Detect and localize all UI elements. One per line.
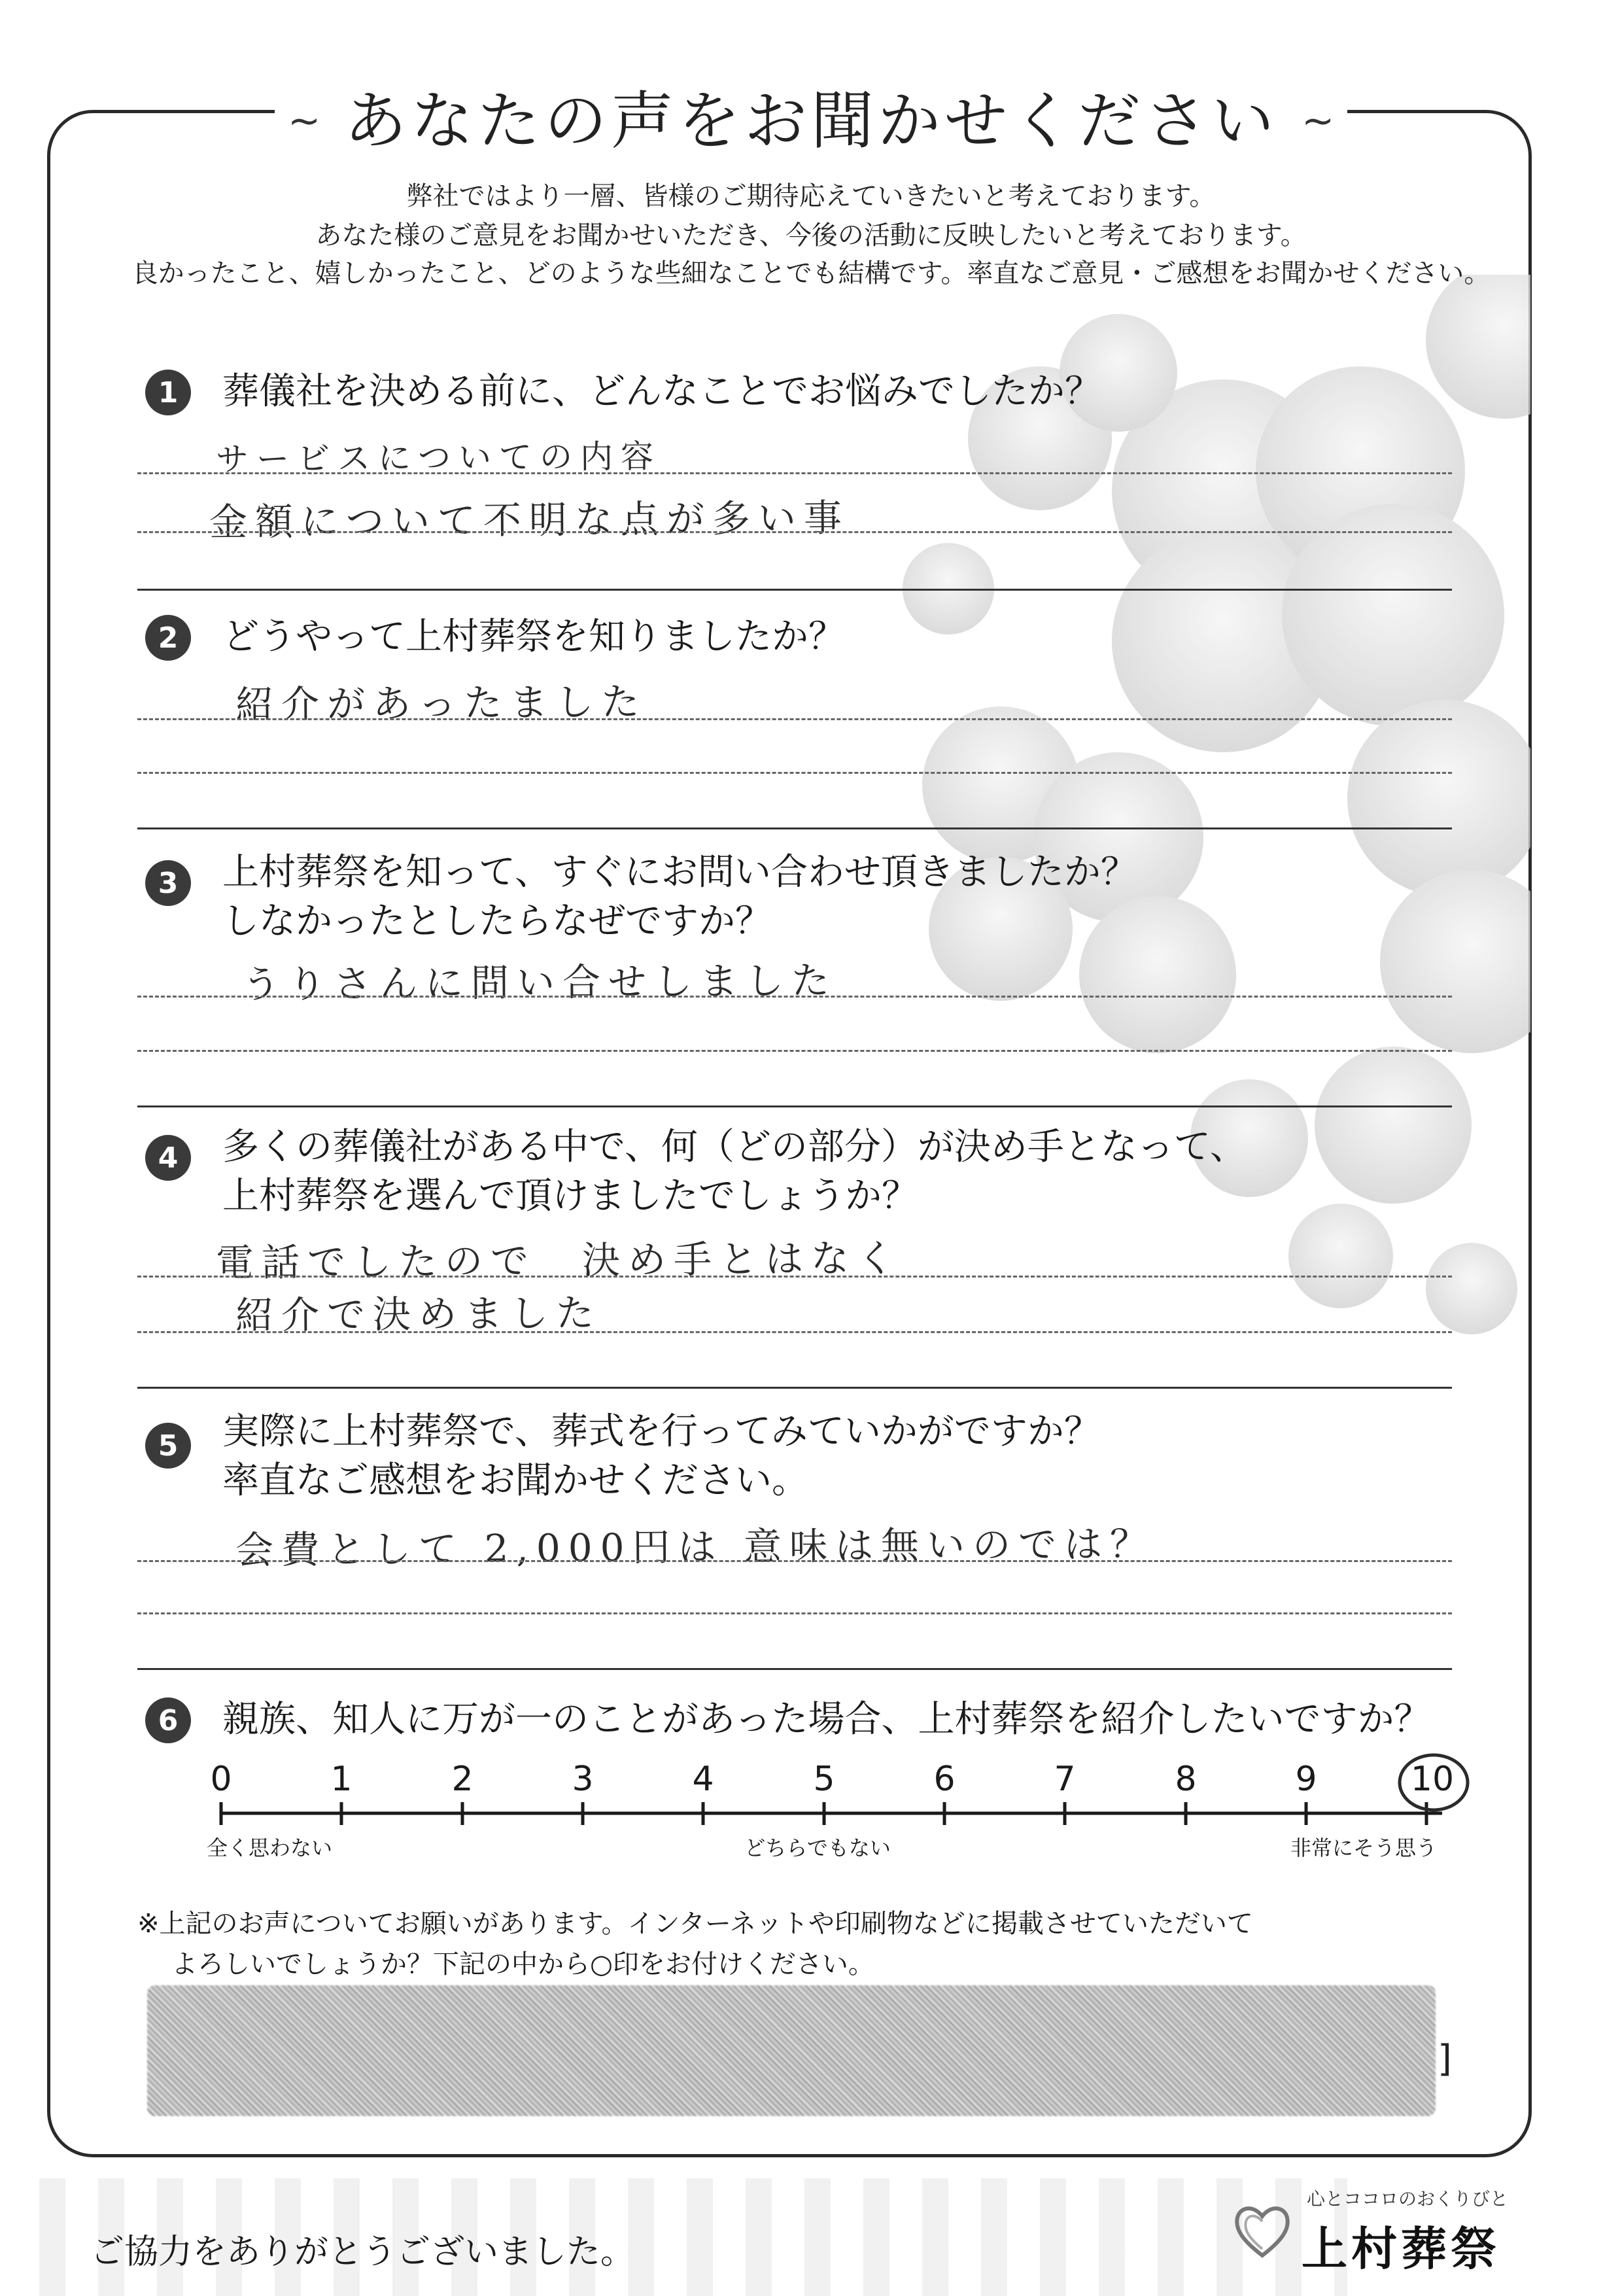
redacted-area xyxy=(147,1985,1436,2116)
scale-value-3: 3 xyxy=(572,1760,594,1799)
question-number-4: 4 xyxy=(145,1135,191,1181)
question-1-text: 葬儀社を決める前に、どんなことでお悩みでしたか？ xyxy=(222,370,1101,413)
question-4-text-line-1: 多くの葬儀社がある中で、何（どの部分）が決め手となって、 xyxy=(222,1126,1247,1168)
scale-value-10: 10 xyxy=(1410,1760,1455,1799)
answer-3-line-1: うりさんに問い合せしました xyxy=(241,958,838,1007)
question-number-2: 2 xyxy=(145,615,191,661)
answer-line xyxy=(137,718,1452,720)
scale-left-label: 全く思わない xyxy=(206,1835,333,1860)
section-divider xyxy=(137,1668,1452,1670)
scale-mid-label: どちらでもない xyxy=(744,1835,891,1860)
scale-value-0: 0 xyxy=(210,1760,232,1799)
answer-line xyxy=(137,996,1452,998)
question-number-6: 6 xyxy=(145,1697,191,1743)
title-banner xyxy=(275,73,1347,158)
answer-line xyxy=(137,1050,1452,1052)
intro-line-2: あなた様のご意見をお聞かせいただき、今後の活動に反映したいと考えております。 xyxy=(315,220,1307,251)
publication-note-line-2: よろしいでしょうか？下記の中から○印をお付けください。 xyxy=(171,1949,874,1979)
intro-line-1: 弊社ではより一層、皆様のご期待応えていきたいと考えております。 xyxy=(406,181,1216,211)
scale-value-7: 7 xyxy=(1054,1760,1076,1799)
publication-note-line-1: ※上記のお声についてお願いがあります。インターネットや印刷物などに掲載させていただいて xyxy=(137,1909,1253,1939)
scale-value-2: 2 xyxy=(451,1760,474,1799)
left-swirl-ornament: ~ xyxy=(288,98,321,144)
thanks-message: ご協力をありがとうございました。 xyxy=(90,2233,635,2272)
scale-value-8: 8 xyxy=(1175,1760,1197,1799)
logo-tagline: 心とココロのおくりびと xyxy=(1307,2188,1509,2210)
answer-2-line-1: 紹介があったました xyxy=(235,679,647,727)
section-divider xyxy=(137,589,1452,591)
question-number-1: 1 xyxy=(145,370,191,415)
section-divider xyxy=(137,1387,1452,1389)
answer-4-line-2: 紹介で決めました xyxy=(235,1291,602,1338)
question-5-text-line-2: 率直なご感想をお聞かせください。 xyxy=(222,1459,808,1502)
answer-5-line-1: 会費として 2,000円は 意味は無いのでは？ xyxy=(235,1522,1156,1573)
scale-value-1: 1 xyxy=(330,1760,353,1799)
answer-line xyxy=(137,472,1452,474)
logo-name: 上村葬祭 xyxy=(1302,2222,1500,2276)
answer-line xyxy=(137,531,1452,533)
question-number-3: 3 xyxy=(145,860,191,906)
heart-icon xyxy=(1230,2198,1295,2263)
scale-value-6: 6 xyxy=(933,1760,956,1799)
answer-line xyxy=(137,1331,1452,1333)
question-6-text: 親族、知人に万が一のことがあった場合、上村葬祭を紹介したいですか？ xyxy=(222,1698,1431,1741)
answer-line xyxy=(137,772,1452,774)
section-divider xyxy=(137,827,1452,829)
question-number-5: 5 xyxy=(145,1423,191,1469)
scale-right-label: 非常にそう思う xyxy=(1290,1835,1438,1860)
answer-line xyxy=(137,1560,1452,1562)
question-3-text-line-1: 上村葬祭を知って、すぐにお問い合わせ頂きましたか？ xyxy=(222,851,1137,894)
answer-line xyxy=(137,1276,1452,1278)
question-4-text-line-2: 上村葬祭を選んで頂けましたでしょうか？ xyxy=(222,1175,918,1217)
scale-value-4: 4 xyxy=(692,1760,714,1799)
intro-line-3: 良かったこと、嬉しかったこと、どのような些細なことでも結構です。率直なご意見・ご感想をお聞かせください。 xyxy=(131,258,1491,288)
answer-4-line-1: 電話でしたので 決め手とはなく xyxy=(215,1236,903,1285)
answer-1-line-1: サービスについての内容 xyxy=(215,437,662,479)
company-logo xyxy=(1230,2185,1530,2276)
scale-value-5: 5 xyxy=(813,1760,835,1799)
right-swirl-ornament: ~ xyxy=(1302,98,1335,144)
closing-bracket: ] xyxy=(1438,2038,1452,2080)
page-title: あなたの声をお聞かせください xyxy=(344,84,1278,158)
question-5-text-line-1: 実際に上村葬祭で、葬式を行ってみていかがですか？ xyxy=(222,1410,1101,1453)
answer-1-line-2: 金額について不明な点が多い事 xyxy=(209,495,850,545)
section-divider xyxy=(137,1105,1452,1107)
question-2-text: どうやって上村葬祭を知りましたか？ xyxy=(222,616,845,658)
answer-line xyxy=(137,1612,1452,1614)
scale-value-9: 9 xyxy=(1295,1760,1317,1799)
question-3-text-line-2: しなかったとしたらなぜですか？ xyxy=(222,900,772,943)
